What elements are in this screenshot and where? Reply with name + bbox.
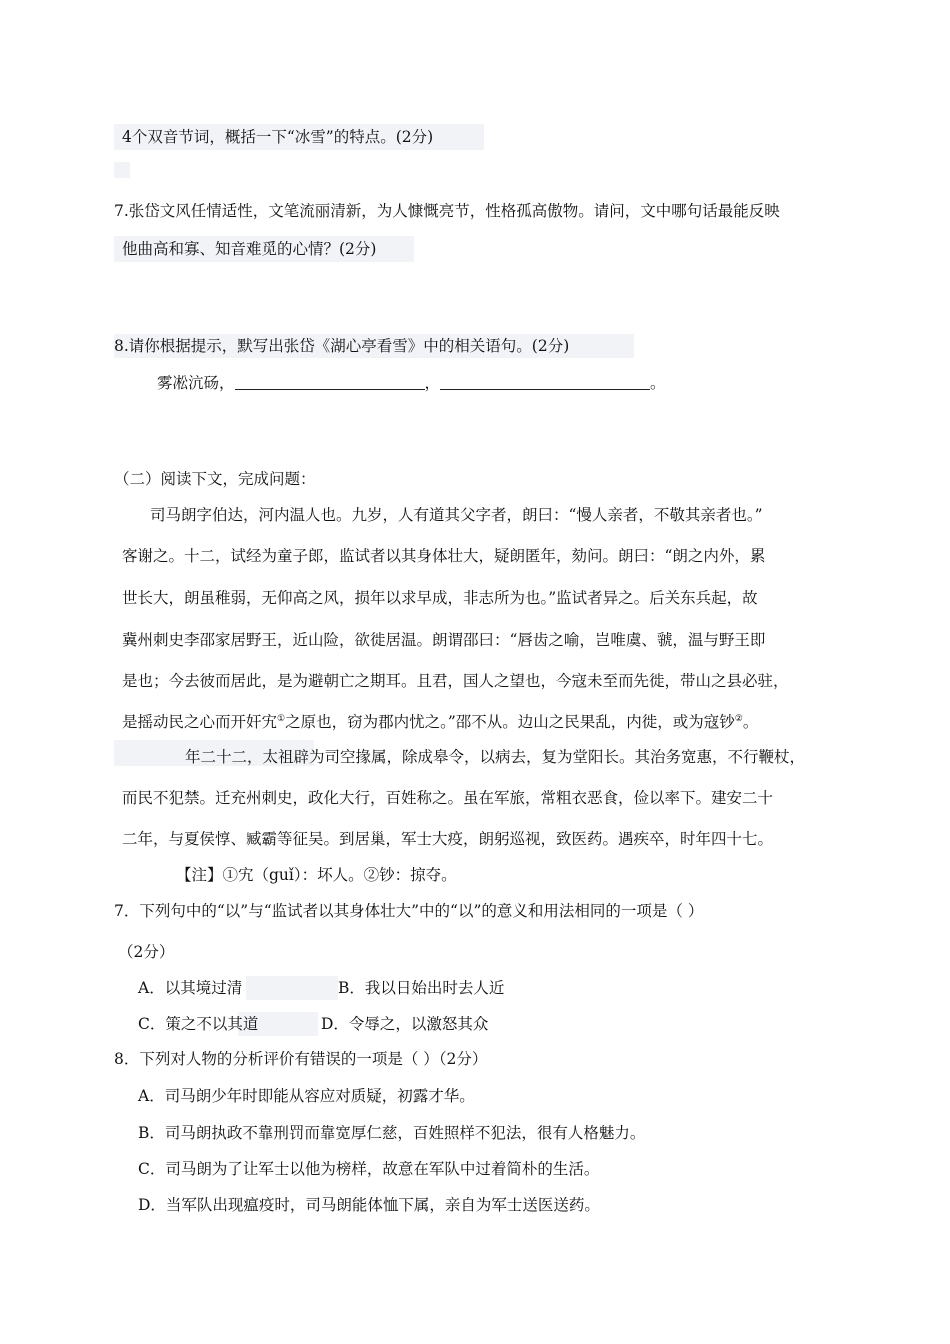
q8-comma: ， bbox=[424, 374, 441, 392]
mcq7-option-c[interactable]: C．策之不以其道 bbox=[138, 1015, 259, 1033]
mcq8-option-c[interactable]: C．司马朗为了让军士以他为榜样，故意在军队中过着简朴的生活。 bbox=[138, 1160, 600, 1178]
q8-end: 。 bbox=[650, 374, 666, 392]
mcq8-option-d[interactable]: D．当军队出现瘟疫时，司马朗能体恤下属，亲自为军士送医送药。 bbox=[138, 1196, 600, 1214]
passage-line-2: 客谢之。十二，试经为童子郎，监试者以其身体壮大，疑朗匿年，劾问。朗曰：“朗之内外，累 bbox=[122, 547, 766, 565]
mcq7-option-b[interactable]: B．我以日始出时去人近 bbox=[338, 979, 505, 997]
passage-line-7: 年二十二，太祖辟为司空掾属，除成皋令，以病去，复为堂阳长。其治务宽惠，不行鞭杖， bbox=[185, 748, 806, 766]
mcq7-option-d[interactable]: D．令辱之，以激怒其众 bbox=[321, 1015, 489, 1033]
q7-line2: 他曲高和寡、知音难觅的心情？(2分) bbox=[122, 240, 377, 258]
passage-line-6b: 之原也，窃为郡内忧之。”邵不从。边山之民果乱，内徙，或为寇钞 bbox=[285, 713, 735, 731]
footnote-marker-2: ② bbox=[734, 714, 743, 724]
answer-blank-1[interactable] bbox=[235, 373, 425, 390]
passage-line-9: 二年，与夏侯惇、臧霸等征吴。到居巢，军士大疫，朗躬巡视，致医药。遇疾卒，时年四十七。 bbox=[122, 830, 774, 848]
passage-line-6c: 。 bbox=[742, 713, 759, 731]
answer-blank-2[interactable] bbox=[440, 373, 650, 390]
mcq8-option-b[interactable]: B．司马朗执政不靠刑罚而靠宽厚仁慈，百姓照样不犯法，很有人格魅力。 bbox=[138, 1124, 646, 1142]
mcq7-score: （2分） bbox=[118, 943, 175, 961]
highlight-strip bbox=[246, 976, 338, 1000]
passage-line-4: 冀州刺史李邵家居野王，近山险，欲徙居温。朗谓邵曰：“唇齿之喻，岂唯虞、虢，温与野王即 bbox=[122, 631, 766, 649]
q8-line1: 8.请你根据提示，默写出张岱《湖心亭看雪》中的相关语句。(2分) bbox=[114, 337, 570, 355]
q8-fill-row bbox=[157, 371, 666, 395]
mcq7-stem: 7．下列句中的“以”与“监试者以其身体壮大”中的“以”的意义和用法相同的一项是（ ） bbox=[114, 902, 704, 920]
passage-note: 【注】①宄（guǐ）：坏人。②钞：掠夺。 bbox=[176, 866, 457, 884]
passage-line-6a: 是摇动民之心而开奸宄 bbox=[122, 713, 278, 731]
passage-line-5: 是也；今去彼而居此，是为避朝亡之期耳。且君，国人之望也，今寇未至而先徙，带山之县必驻， bbox=[122, 672, 789, 690]
highlight-strip bbox=[114, 162, 130, 178]
passage-line-6 bbox=[122, 710, 758, 734]
footnote-marker-1: ① bbox=[277, 714, 286, 724]
section2-heading: （二）阅读下文，完成问题： bbox=[114, 470, 316, 488]
passage-line-3: 世长大，朗虽稚弱，无仰高之风，损年以求早成，非志所为也。”监试者异之。后关东兵起，故 bbox=[122, 589, 758, 607]
mcq8-stem: 8．下列对人物的分析评价有错误的一项是（ ）（2分） bbox=[114, 1050, 488, 1068]
passage-line-1: 司马朗字伯达，河内温人也。九岁，人有道其父字者，朗曰：“慢人亲者，不敬其亲者也。” bbox=[150, 506, 763, 524]
passage-line-8: 而民不犯禁。迁充州刺史，政化大行，百姓称之。虽在军旅，常粗衣恶食，俭以率下。建安二十 bbox=[122, 789, 774, 807]
mcq7-option-a[interactable]: A．以其境过清 bbox=[138, 979, 243, 997]
mcq8-option-a[interactable]: A．司马朗少年时即能从容应对质疑，初露才华。 bbox=[138, 1087, 475, 1105]
q8-prefix: 雾凇沆砀， bbox=[157, 374, 235, 392]
q6-tail-text: 4个双音节词，概括一下“冰雪”的特点。(2分) bbox=[122, 128, 434, 146]
q7-line1: 7.张岱文风任情适性，文笔流丽清新，为人慷慨亮节，性格孤高傲物。请问，文中哪句话最能反映 bbox=[114, 202, 780, 220]
